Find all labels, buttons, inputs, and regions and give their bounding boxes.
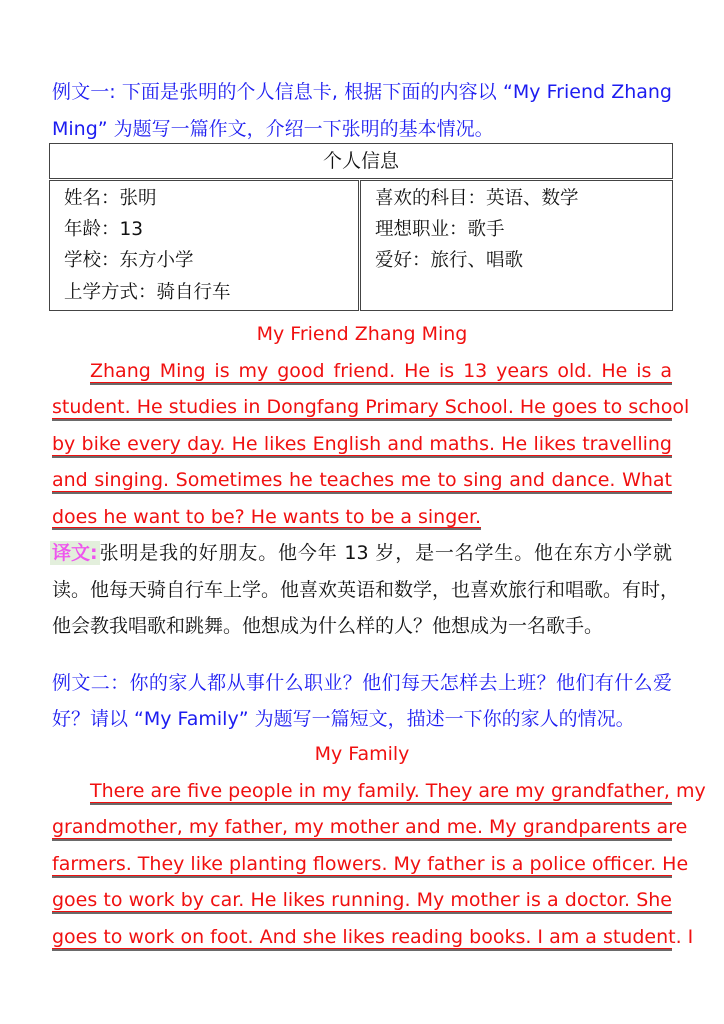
essay1-line-1: Zhang Ming is my good friend. He is 13 years old. He is a [90, 359, 672, 385]
example1-prompt-line-1: 例文一: 下面是张明的个人信息卡, 根据下面的内容以 “My Friend Zhang [52, 81, 672, 103]
translation-line-3: 他会教我唱歌和跳舞。他想成为什么样的人？他想成为一名歌手。 [52, 615, 604, 637]
essay1-line-5-text: does he want to be? He wants to be a singer. [52, 506, 482, 528]
example1-prompt-line-2: Ming” 为题写一篇作文，介绍一下张明的基本情况。 [52, 118, 494, 140]
translation-label: 译文: [52, 542, 98, 564]
translation-line-1-text: 张明是我的好朋友。他今年 13 岁，是一名学生。他在东方小学就 [99, 542, 672, 564]
essay1-line-2: student. He studies in Dongfang Primary School. He goes to school [52, 395, 672, 421]
info-job: 理想职业：歌手 [375, 219, 505, 240]
essay2-line-5: goes to work on foot. And she likes reading books. I am a student. I [52, 925, 672, 951]
info-table-header: 个人信息 [49, 143, 673, 179]
example2-prompt-line-2: 好？请以 “My Family” 为题写一篇短文，描述一下你的家人的情况。 [52, 708, 635, 730]
info-school: 学校：东方小学 [64, 250, 194, 271]
info-subjects: 喜欢的科目：英语、数学 [375, 188, 579, 209]
essay2-title: My Family [314, 743, 410, 765]
essay2-line-3: farmers. They like planting flowers. My father is a police officer. He [52, 852, 672, 878]
essay2-line-2: grandmother, my father, my mother and me. My grandparents are [52, 815, 672, 841]
essay2-line-4: goes to work by car. He likes running. My mother is a doctor. She [52, 888, 672, 914]
essay2-line-1: There are five people in my family. They are my grandfather, my [90, 779, 672, 805]
essay1-line-3: by bike every day. He likes English and maths. He likes travelling [52, 432, 672, 458]
translation-line-1 [50, 541, 672, 565]
essay1-title: My Friend Zhang Ming [256, 323, 468, 345]
translation-line-2: 读。他每天骑自行车上学。他喜欢英语和数学，也喜欢旅行和唱歌。有时， [52, 579, 680, 601]
info-age: 年龄：13 [64, 219, 144, 240]
info-table-right-cell [360, 180, 673, 311]
info-hobbies: 爱好：旅行、唱歌 [375, 250, 524, 271]
example2-prompt-line-1: 例文二：你的家人都从事什么职业？他们每天怎样去上班？他们有什么爱 [52, 672, 672, 694]
essay1-line-5 [52, 505, 481, 529]
info-name: 姓名：张明 [64, 188, 157, 209]
info-transport: 上学方式：骑自行车 [64, 282, 231, 303]
info-table-left-cell [49, 180, 359, 311]
essay1-line-4: and singing. Sometimes he teaches me to sing and dance. What [52, 468, 672, 494]
